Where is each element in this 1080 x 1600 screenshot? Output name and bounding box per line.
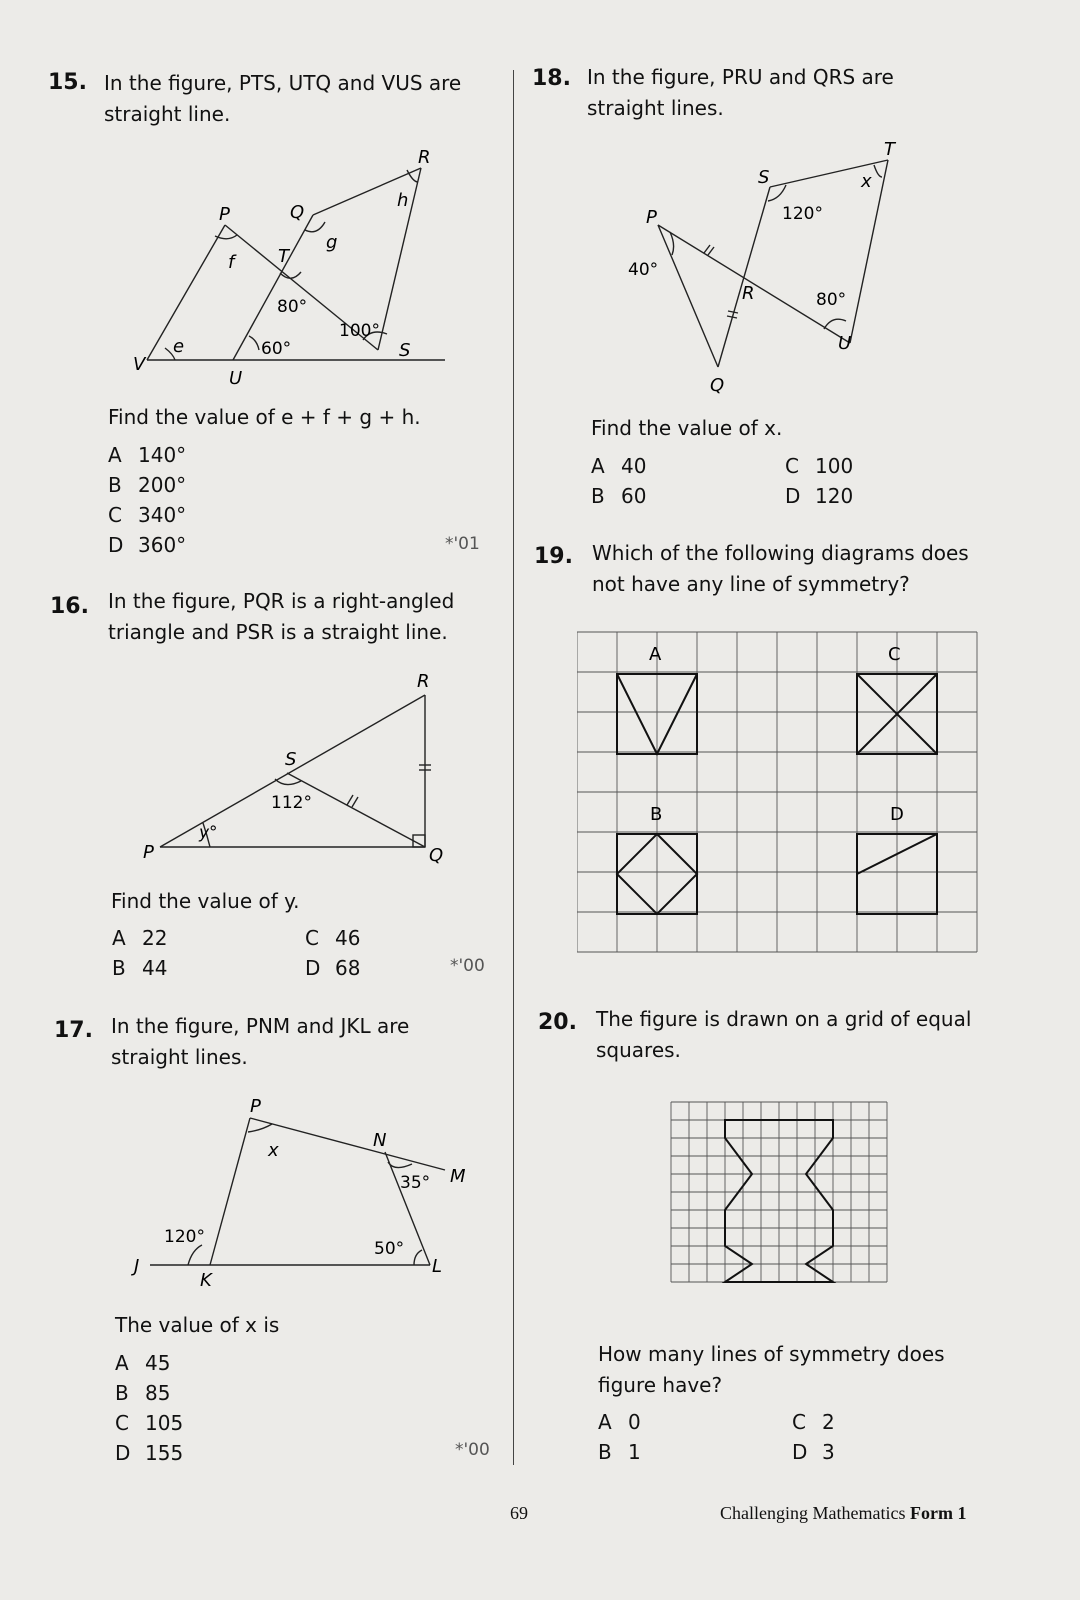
q18-text: In the figure, PRU and QRS are straight lines. (587, 65, 894, 120)
svg-text:R: R (742, 283, 755, 304)
svg-text:40°: 40° (628, 260, 659, 280)
q16-option-b: B 44 (112, 956, 168, 980)
page-number: 69 (510, 1503, 528, 1523)
q16-option-a: A 22 (112, 926, 168, 950)
svg-text:112°: 112° (271, 793, 312, 813)
svg-text:A: A (649, 644, 662, 665)
svg-text:Q: Q (429, 845, 444, 866)
line-vp (147, 225, 225, 360)
book-title: Challenging Mathematics Form 1 (720, 1503, 967, 1523)
q18-option-d: D 120 (785, 484, 854, 508)
svg-text:120°: 120° (782, 204, 823, 224)
svg-text:e: e (173, 336, 185, 357)
q17-option-b: B 85 (115, 1381, 171, 1405)
q17-prompt: The value of x is (115, 1313, 280, 1337)
q16-options-left (112, 923, 167, 983)
svg-text:P: P (250, 1096, 261, 1117)
q20-option-a: A 0 (598, 1410, 641, 1434)
svg-text:50°: 50° (374, 1239, 405, 1259)
q20-number: 20. (538, 1010, 577, 1035)
svg-text:T: T (884, 139, 895, 160)
q17-number: 17. (54, 1018, 93, 1043)
q20-option-d: D 3 (792, 1440, 835, 1464)
q19-text: Which of the following diagrams does not have any line of symmetry? (592, 541, 969, 596)
svg-text:S: S (399, 340, 411, 361)
svg-text:120°: 120° (164, 1227, 205, 1247)
q16-option-c: C 46 (305, 926, 361, 950)
svg-text:Q: Q (710, 375, 725, 396)
svg-text:60°: 60° (261, 339, 292, 359)
q19-grid-figure (577, 630, 979, 955)
q16-tag: *'00 (450, 956, 485, 976)
q16-option-d: D 68 (305, 956, 361, 980)
q20-option-c: C 2 (792, 1410, 835, 1434)
q15-option-c: C 340° (108, 503, 187, 527)
q18-number: 18. (532, 66, 571, 91)
q17-options (115, 1348, 183, 1468)
svg-text:U: U (229, 368, 243, 389)
q20-options-right (792, 1407, 835, 1467)
q15-figure (125, 140, 455, 395)
svg-text:T: T (278, 246, 289, 267)
q17-option-c: C 105 (115, 1411, 184, 1435)
q18-figure (620, 135, 920, 400)
q15-options (108, 440, 186, 560)
q20-grid-figure (667, 1092, 891, 1292)
q17-figure (130, 1090, 490, 1295)
q17-option-a: A 45 (115, 1351, 171, 1375)
svg-text:K: K (200, 1270, 212, 1291)
q17-option-d: D 155 (115, 1441, 184, 1465)
q17-text: In the figure, PNM and JKL are straight lines. (111, 1014, 410, 1069)
svg-text:100°: 100° (339, 321, 380, 341)
svg-text:M: M (450, 1166, 466, 1187)
q15-option-d: D 360° (108, 533, 187, 557)
svg-text:h: h (397, 190, 409, 211)
svg-text:C: C (888, 644, 901, 665)
q16-figure (135, 665, 455, 875)
svg-text:S: S (285, 749, 297, 770)
svg-text:80°: 80° (277, 297, 308, 317)
svg-text:35°: 35° (400, 1173, 431, 1193)
svg-text:x: x (268, 1140, 279, 1161)
q15-option-a: A 140° (108, 443, 187, 467)
q15-option-b: B 200° (108, 473, 187, 497)
svg-text:P: P (143, 842, 154, 863)
svg-text:y°: y° (199, 823, 218, 843)
q20-text: The figure is drawn on a grid of equal squares. (596, 1007, 972, 1062)
q20-prompt: How many lines of symmetry does figure have? (598, 1342, 945, 1397)
q18-options-right (785, 451, 853, 511)
q15-prompt: Find the value of e + f + g + h. (108, 405, 421, 429)
q16-text: In the figure, PQR is a right-angled triangle and PSR is a straight line. (108, 589, 455, 644)
svg-text:f: f (228, 252, 235, 273)
q19-number: 19. (534, 544, 573, 569)
q18-option-c: C 100 (785, 454, 854, 478)
column-divider (513, 70, 514, 1465)
q18-prompt: Find the value of x. (591, 416, 783, 440)
svg-text:P: P (219, 204, 230, 225)
q16-options-right (305, 923, 360, 983)
svg-text:S: S (758, 167, 770, 188)
svg-text:Q: Q (290, 202, 305, 223)
svg-text:V: V (133, 354, 146, 375)
svg-text:P: P (646, 207, 657, 228)
q18-option-b: B 60 (591, 484, 647, 508)
q15-number: 15. (48, 70, 87, 95)
svg-text:g: g (326, 232, 338, 253)
svg-text:J: J (134, 1256, 140, 1277)
q20-options-left (598, 1407, 641, 1467)
svg-text:L: L (432, 1256, 443, 1277)
svg-text:D: D (890, 804, 904, 825)
q16-number: 16. (50, 594, 89, 619)
svg-text:B: B (650, 804, 663, 825)
q20-option-b: B 1 (598, 1440, 641, 1464)
svg-text:R: R (417, 671, 430, 692)
svg-text:N: N (373, 1130, 387, 1151)
svg-text:x: x (861, 171, 872, 192)
q18-option-a: A 40 (591, 454, 647, 478)
q16-prompt: Find the value of y. (111, 889, 300, 913)
svg-text:80°: 80° (816, 290, 847, 310)
svg-text:U: U (838, 333, 852, 354)
q18-options-left (591, 451, 646, 511)
svg-text:R: R (418, 147, 431, 168)
q17-tag: *'00 (455, 1440, 490, 1460)
q15-text: In the figure, PTS, UTQ and VUS are straight line. (104, 71, 462, 126)
q15-tag: *'01 (445, 534, 480, 554)
